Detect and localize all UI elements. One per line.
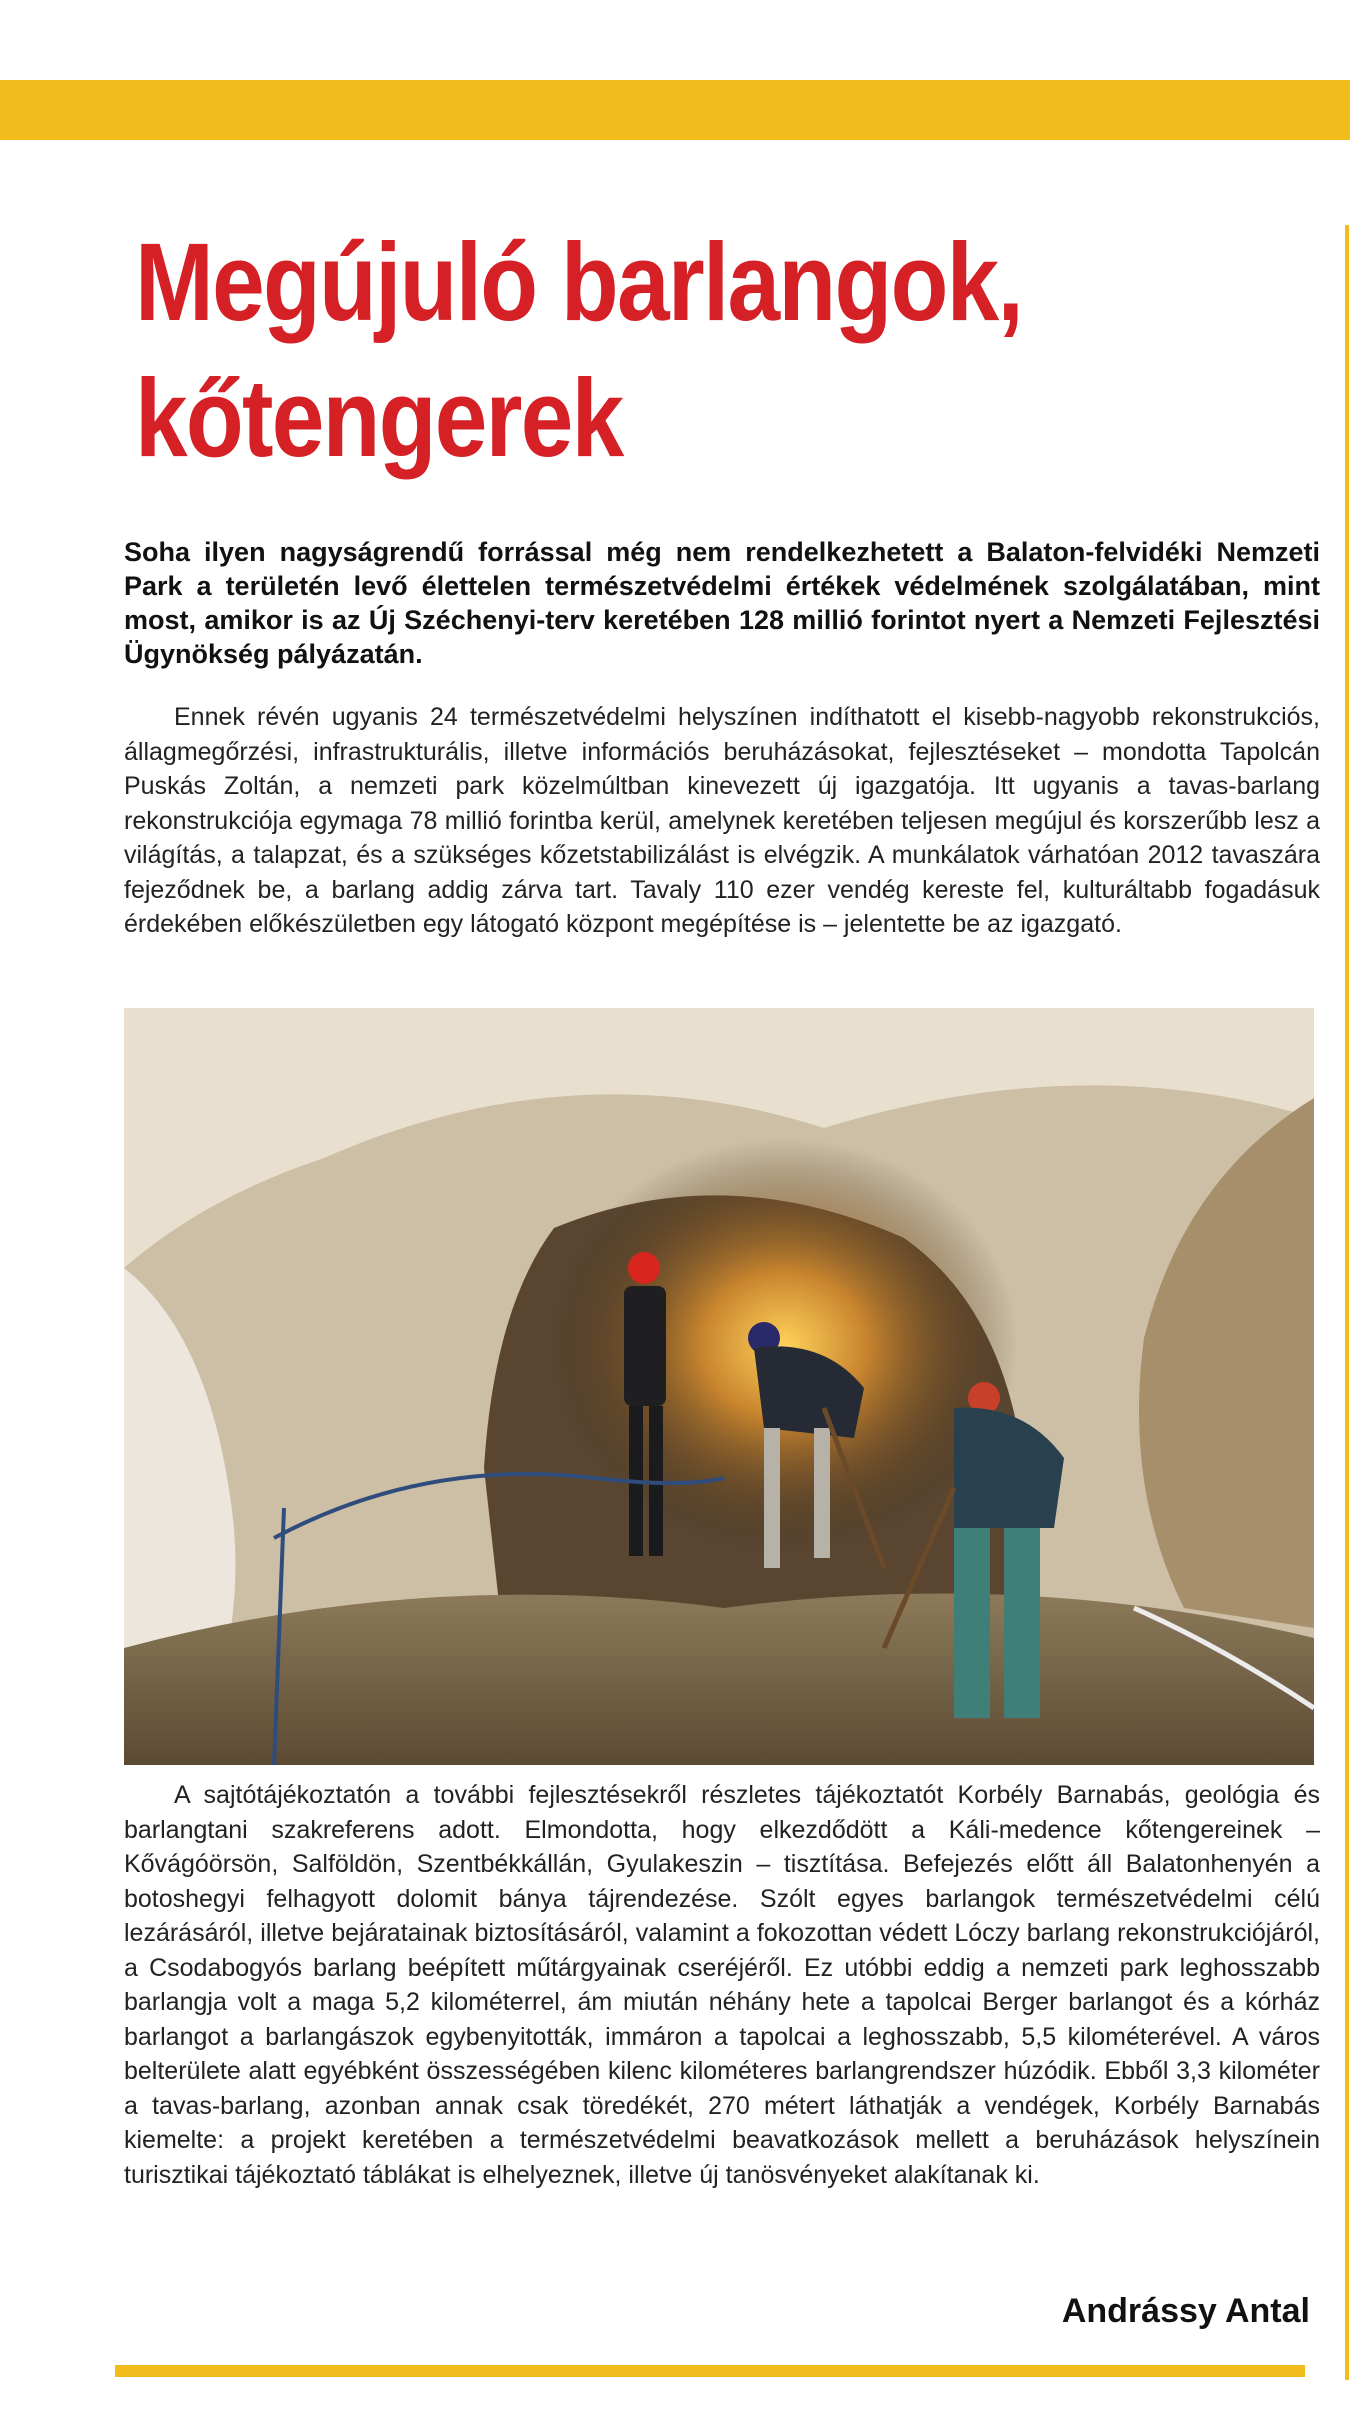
bottom-accent-rule <box>115 2365 1305 2377</box>
article-lead: Soha ilyen nagyságrendű forrással még nem rendelkezhetett a Balaton-felvidéki Nemzeti Park a területén levő élettelen természetvédelmi értékek védelmének szolgálatában, mint most, amikor is az Új Széchenyi-terv keretében 128 millió forintot nyert a Nemzeti Fejlesztési Ügynökség pályázatán. <box>124 537 1320 669</box>
top-accent-band <box>0 80 1350 140</box>
right-accent-rule <box>1345 225 1349 2380</box>
article-author: Andrássy Antal <box>1061 2292 1310 2330</box>
cave-illustration <box>124 1008 1314 1765</box>
title-line-1: Megújuló barlangok, <box>135 221 1023 344</box>
article-paragraph-1: Ennek révén ugyanis 24 természetvédelmi helyszínen indíthatott el kisebb-nagyobb rekonstrukciós, állagmegőrzési, infrastrukturális, illetve információs beruházásokat, fejlesztéseket – mondotta Tapolcán Puskás Zoltán, a nemzeti park közelmúltban kinevezett új igazgatója. Itt ugyanis a tavas-barlang rekonstrukciója egymaga 78 millió forintba kerül, amelynek keretében teljesen megújul és korszerűbb lesz a világítás, a talapzat, és a szükséges kőzetstabilizálást is elvégzik. A munkálatok várhatóan 2012 tavaszára fejeződnek be, a barlang addig zárva tart. Tavaly 110 ezer vendég kereste fel, kulturáltabb fogadásuk érdekében előkészületben egy látogató központ megépítése is – jelentette be az igazgató. <box>124 703 1320 938</box>
title-line-2: kőtengerek <box>135 357 623 480</box>
article-title <box>135 215 1124 487</box>
cave-workers-photo <box>124 1008 1314 1765</box>
article-paragraph-2: A sajtótájékoztatón a további fejlesztésekről részletes tájékoztatót Korbély Barnabás, geológia és barlangtani szakreferens adott. Elmondotta, hogy elkezdődött a Káli-medence kőtengereinek – Kővágóörsön, Salföldön, Szentbékkállán, Gyulakeszin – tisztítása. Befejezés előtt áll Balatonhenyén a botoshegyi felhagyott dolomit bánya tájrendezése. Szólt egyes barlangok természetvédelmi célú lezárásáról, illetve bejáratainak biztosításáról, valamint a fokozottan védett Lóczy barlang rekonstrukciójáról, a Csodabogyós barlang beépített műtárgyainak cseréjéről. Ez utóbbi eddig a nemzeti park leghosszabb barlangja volt a maga 5,2 kilométerrel, ám miután néhány hete a tapolcai Berger barlangot és a kórház barlangot a barlangászok egybenyitották, immáron a tapolcai a leghosszabb, 5,5 kilométerével. A város belterülete alatt egyébként összességében kilenc kilométeres barlangrendszer húzódik. Ebből 3,3 kilométer a tavas-barlang, azonban annak csak töredékét, 270 métert láthatják a vendégek, Korbély Barnabás kiemelte: a projekt keretében a természetvédelmi beavatkozások mellett a beruházások helyszínein turisztikai tájékoztató táblákat is elhelyeznek, illetve új tanösvényeket alakítanak ki. <box>124 1781 1320 2189</box>
